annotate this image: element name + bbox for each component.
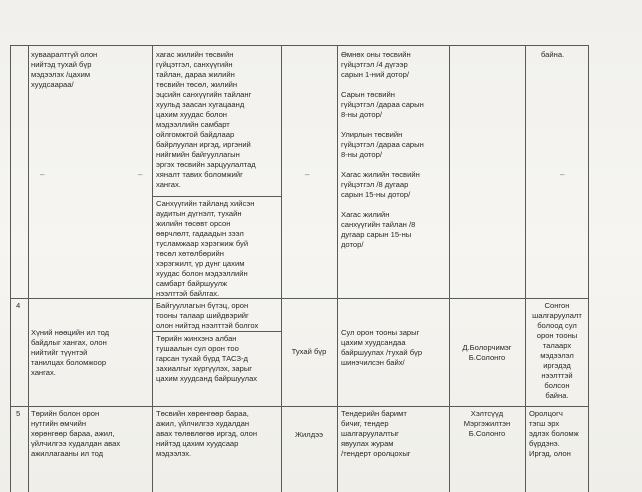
table-divider-col4 bbox=[337, 45, 338, 492]
dash-mark: – bbox=[305, 170, 310, 179]
row4-indicator: Сул орон тооны зарыг цахим хуудсандаа байршуулах /тухай бүр шинэчилсэн байх/ bbox=[341, 328, 423, 367]
table-divider-col2 bbox=[152, 45, 153, 492]
row-separator-5 bbox=[10, 406, 589, 407]
row5-action: Төсвийн хөрөнгөөр бараа, ажил, үйлчилгээ худалдан авах төлөвлөгөө иргэд, олон нийтэд цахим хуудсаар мэдээлэх. bbox=[156, 409, 258, 458]
cell-top-action-a: хагас жилийн төсвийн гүйцэтгэл, санхүүгийн тайлан, дараа жилийн төсвийн төсөл, жилийн эцсийн санхүүгийн тайланг хуульд заасан хугацаанд цахим хуудас болон мэдээллийн самбарт ойлгомжтой байдлаар байрлуулан иргэд, иргэний нийгмийн байгууллагын эргэх төсвийн зарцуулалтад хяналт тавих боломжийг хангах. bbox=[156, 50, 256, 189]
dash-mark: – bbox=[560, 170, 565, 179]
row5-responsible: Хэлтсүүд Мэргэжилтэн Б.Солонго bbox=[463, 409, 511, 438]
cell-split-row-top bbox=[152, 196, 282, 197]
row5-indicator: Тендерийн баримт бичиг, тендер шалгаруулалтыг явуулах журам /тендерт оролцохыг bbox=[341, 409, 411, 458]
row4-goal: Хүний нөөцийн ил тод байдлыг хангах, олон нийтийг түүнтэй танилцах боломжоор хангах. bbox=[31, 328, 110, 377]
row4-result: Сонгон шалгаруулалт болоод сул орон тооны талаарх мэдээлэл иргэдэд нээлттэй болсон байна. bbox=[532, 301, 582, 400]
cell-top-result: байна. bbox=[541, 50, 565, 59]
table-divider-col3 bbox=[281, 45, 282, 492]
table-border-top bbox=[10, 45, 589, 46]
cell-top-action-b: Санхүүгийн тайланд хийсэн аудитын дүгнэлт, тухайн жилийн төсөвт орсон өөрчлөлт, гадаадын зээл тусламжаар хэрэгжиж буй төсөл хөтөлбөрийн хэрэгжилт, үр дүнг цахим хуудас болон мэдээллийн самбарт байршуулж нээлттэй байлгах. bbox=[156, 199, 255, 298]
row4-deadline: Тухай бүр bbox=[291, 347, 327, 356]
cell-top-indicator: Өмнөх оны төсвийн гүйцэтгэл /4 дүгээр сарын 1-ний дотор/ Сарын төсвийн гүйцэтгэл /дараа сарын 8-ны дотор/ Улирлын төсвийн гүйцэтгэл /дараа сарын 8-ны дотор/ Хагас жилийн төсвийн гүйцэтгэл /8 дугаар сарын 15-ны дотор/ Хагас жилийн санхүүгийн тайлан /8 дугаар сарын 15-ны дотор/ bbox=[341, 50, 424, 249]
table-divider-col5 bbox=[449, 45, 450, 492]
row-separator-4 bbox=[10, 298, 589, 299]
row4-action-b: Төрийн жинхэнэ албан тушаалын сул орон тоо гарсан тухай бүрд ТАСЗ-д захиалгыг хүргүүлэх, зарыг цахим хуудсанд байршуулах bbox=[156, 334, 258, 383]
table-divider-col1 bbox=[28, 45, 29, 492]
row5-result: Оролцогч тэгш эрх эдлэх боломж бүрдэнэ. Иргэд, олон bbox=[529, 409, 579, 458]
row5-number: 5 bbox=[16, 409, 21, 418]
dash-mark: – bbox=[40, 170, 45, 179]
cell-top-goal: хувааралтгүй олон нийтэд тухай бүр мэдээлэх /цахим хуудсаараа/ bbox=[31, 50, 98, 89]
row5-deadline: Жилдээ bbox=[295, 430, 323, 439]
cell-split-row4 bbox=[152, 331, 282, 332]
row5-goal: Төрийн болон орон нутгийн өмчийн хөрөнгөөр бараа, ажил, үйлчилгээ худалдан авах ажиллагааны ил тод bbox=[31, 409, 121, 458]
table-divider-col6 bbox=[525, 45, 526, 492]
table-border-right bbox=[588, 45, 589, 492]
row4-action-a: Байгууллагын бүтэц, орон тооны талаар шийдвэрийг олон нийтэд нээлттэй болгох bbox=[156, 301, 259, 330]
dash-mark: – bbox=[138, 170, 143, 179]
row4-number: 4 bbox=[16, 301, 21, 310]
table-border-left bbox=[10, 45, 11, 492]
row4-responsible: Д.Болорчимэг Б.Солонго bbox=[462, 343, 512, 362]
